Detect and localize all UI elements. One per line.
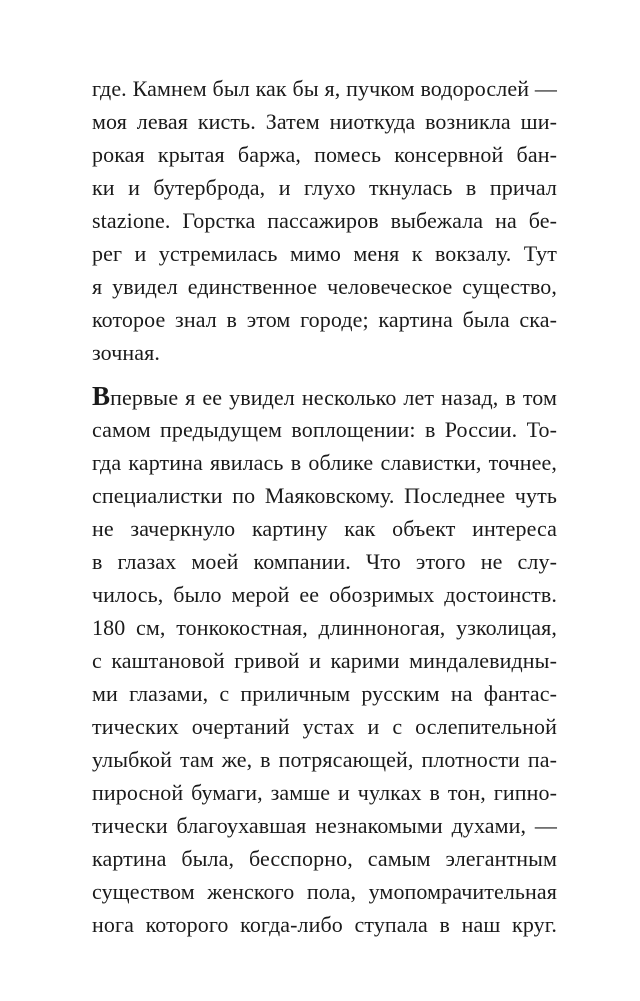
text-line: в глазах моей компании. Что этого не слу- <box>92 549 557 574</box>
text-line: самом предыдущем воплощении: в России. То- <box>92 417 557 442</box>
text-line: чилось, было мерой ее обозримых достоинств. <box>92 582 557 607</box>
text-line: пиросной бумаги, замше и чулках в тон, гипно- <box>92 780 557 805</box>
text-line: рокая крытая баржа, помесь консервной бан- <box>92 142 557 167</box>
text-line: которое знал в этом городе; картина была ска- <box>92 307 557 332</box>
text-line: 180 см, тонкокостная, длинноногая, узколицая, <box>92 615 557 640</box>
text-line: зочная. <box>92 340 160 365</box>
text-line: я увидел единственное человеческое существо, <box>92 274 557 299</box>
text-line: рег и устремилась мимо меня к вокзалу. Тут <box>92 241 557 266</box>
drop-cap: В <box>92 381 111 411</box>
text-line: где. Камнем был как бы я, пучком водорослей — <box>92 76 557 101</box>
text-line-first <box>92 380 557 413</box>
text-line: улыбкой там же, в потрясающей, плотности па- <box>92 747 557 772</box>
text-line: гда картина явилась в облике славистки, точнее, <box>92 450 557 475</box>
text-line: с каштановой гривой и карими миндалевидны- <box>92 648 557 673</box>
text-line: ки и бутерброда, и глухо ткнулась в причал <box>92 175 557 200</box>
first-line-text: первые я ее увидел несколько лет назад, в том <box>110 385 557 410</box>
text-line: нога которого когда-либо ступала в наш круг. <box>92 912 557 937</box>
text-line: не зачеркнуло картину как объект интереса <box>92 516 557 541</box>
text-line: существом женского пола, умопомрачительная <box>92 879 557 904</box>
text-line: тически благоухавшая незнакомыми духами, — <box>92 813 557 838</box>
text-line: картина была, бесспорно, самым элегантным <box>92 846 557 871</box>
text-line: ми глазами, с приличным русским на фантас- <box>92 681 557 706</box>
text-line: специалистки по Маяковскому. Последнее чуть <box>92 483 557 508</box>
text-line: stazione. Горстка пассажиров выбежала на бе- <box>92 208 557 233</box>
text-line: моя левая кисть. Затем ниоткуда возникла ши- <box>92 109 557 134</box>
text-line: тических очертаний устах и с ослепительной <box>92 714 557 739</box>
